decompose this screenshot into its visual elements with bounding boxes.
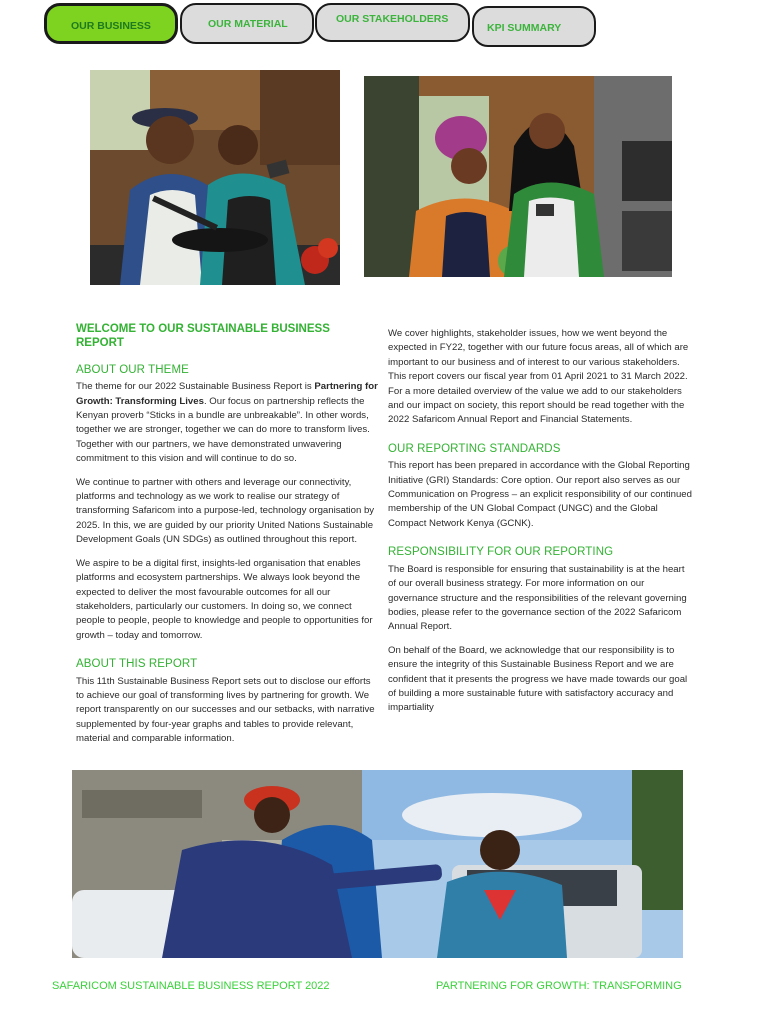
heading-responsibility: RESPONSIBILITY FOR OUR REPORTING <box>388 546 614 559</box>
footer-report-title: SAFARICOM SUSTAINABLE BUSINESS REPORT 2022 <box>52 980 330 992</box>
footer-theme: PARTNERING FOR GROWTH: TRANSFORMING <box>436 980 682 992</box>
theme-name: Partnering for Growth: Transforming Lives <box>76 381 378 407</box>
report-paragraph-1: This 11th Sustainable Business Report sets out to disclose our efforts to achieve our goal of transforming lives by partnering for growth. We report transparently on our successes and our setbacks, with narrative supplemented by four-year graphs and tables to provide relevant, material and comparable information. <box>76 675 375 745</box>
standards-paragraph: This report has been prepared in accordance with the Global Reporting Initiative (GRI) Standards: Core option. Our report also serves as our Communication on Progress – an explicit responsibility of our continued membership of the UN Global Compact (UNGC) and the Global Compact Network Kenya (GCNK). <box>388 460 692 529</box>
right-column <box>388 327 692 725</box>
theme-paragraph-1 <box>76 380 378 466</box>
tab-kpi-summary[interactable] <box>472 6 596 47</box>
photo-women-cooking <box>364 76 672 277</box>
theme-paragraph-3: We aspire to be a digital first, insights-led organisation that enables platforms and ecosystem partnerships. We always look beyond the expected to deliver the most favourable outcomes for all our stakeholders, particularly our customers. In doing so, we connect people to people, people to knowledge and people to opportunities for growth – today and tomorrow. <box>76 557 373 641</box>
theme-paragraph-2: We continue to partner with others and leverage our connectivity, platforms and technology as we work to realise our strategy of transforming Safaricom into a purpose-led, technology organisation by 2025. In this, we are guided by our priority United Nations Sustainable Development Goals (UN SDGs) as outlined throughout this report. <box>76 476 375 546</box>
responsibility-paragraph-1: The Board is responsible for ensuring that sustainability is at the heart of our overall business strategy. For more information on our governance structure and the responsibilities of the relevant governing bodies, please refer to the governance section of the 2022 Safaricom Annual Report. <box>388 563 687 633</box>
welcome-title: WELCOME TO OUR SUSTAINABLE BUSINESS REPORT <box>76 323 330 350</box>
heading-about-this-report: ABOUT THIS REPORT <box>76 658 198 671</box>
tab-our-material[interactable] <box>180 3 314 44</box>
heading-reporting-standards: OUR REPORTING STANDARDS <box>388 442 561 455</box>
photo-men-vehicles <box>72 770 683 958</box>
tab-our-stakeholders[interactable] <box>315 3 470 42</box>
heading-about-our-theme: ABOUT OUR THEME <box>76 363 189 376</box>
theme-text: The theme for our 2022 Sustainable Business Report is <box>76 381 315 393</box>
tab-label: KPI SUMMARY <box>487 22 562 34</box>
tab-label: OUR MATERIAL <box>208 18 288 30</box>
coverage-paragraph: We cover highlights, stakeholder issues, how we went beyond the expected in FY22, together with our future focus areas, all of which are important to our business and of interest to our various stakeholders. This report covers our fiscal year from 01 April 2021 to 31 March 2022. For a more detailed overview of the value we add to our stakeholders and our impact on society, this report should be read together with the 2022 Safaricom Annual Report and Financial Statements. <box>388 328 689 426</box>
tab-label: OUR BUSINESS <box>71 20 151 32</box>
theme-text: . Our focus on partnership reflects the Kenyan proverb “Sticks in a bundle are unbreakable”. In other words, together we are stronger, together we can do more to transform lives. Together with our partners, we have demonstrated unwavering commitment to this vision and will continue to do so. <box>76 395 370 465</box>
responsibility-paragraph-2: On behalf of the Board, we acknowledge that our responsibility is to ensure the integrity of this Sustainable Business Report and we are confident that it presents the progress we have made towards our goal of building a more sustainable future with satisfactory accuracy and impartiality <box>388 644 688 714</box>
tab-our-business[interactable] <box>44 3 178 44</box>
left-column <box>76 322 378 756</box>
tab-label: OUR STAKEHOLDERS <box>336 13 449 25</box>
photo-men-cooking <box>90 70 340 285</box>
